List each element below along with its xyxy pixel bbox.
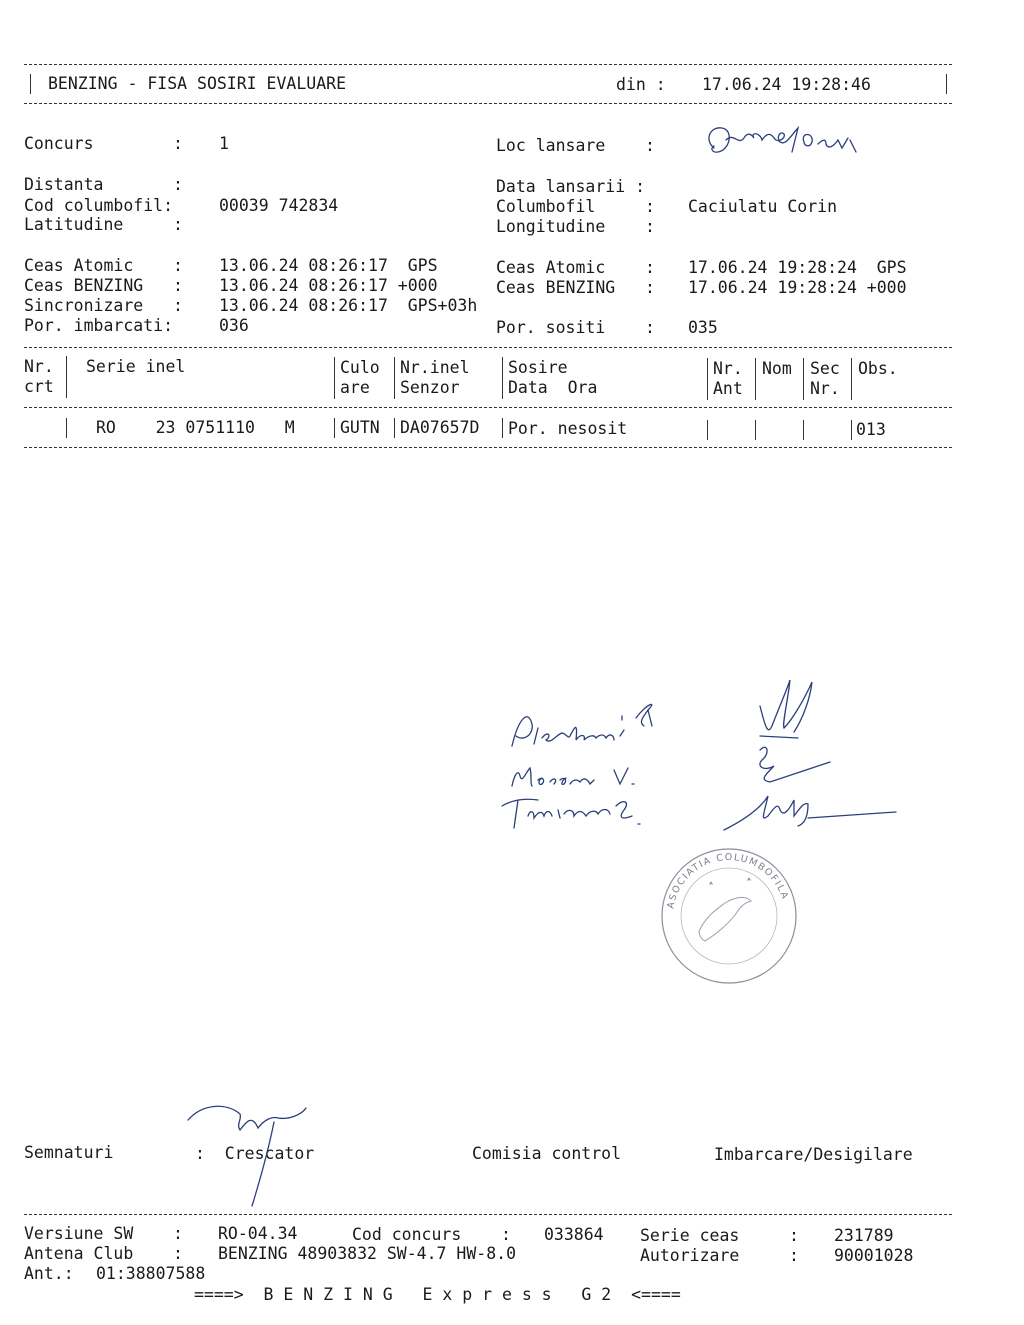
svg-text:ASOCIATIA COLUMBOFILA: ASOCIATIA COLUMBOFILA [665,851,791,910]
latitudine-label: Latitudine : [24,215,183,234]
ant-value: 01:38807588 [96,1264,206,1283]
association-stamp [655,845,803,987]
distanta-label: Distanta : [24,175,183,194]
header-sep [394,357,395,399]
header-top-rule [24,64,952,65]
sincronizare-label: Sincronizare : [24,296,183,315]
col-sosire-header-bottom: Data Ora [508,378,598,397]
concurs-value: 1 [219,134,229,153]
versiune-sw-value: RO-04.34 [218,1224,298,1243]
col-senzor-header-bottom: Senzor [400,378,460,397]
columbofil-value: Caciulatu Corin [688,197,838,216]
row-sep [707,420,708,440]
header-left-bar [30,74,31,94]
table-bottom-rule [24,447,952,448]
cod-columbofil-label: Cod columbofil: [24,196,174,215]
serie-ceas-value: 231789 [834,1226,894,1245]
columbofil-label: Columbofil : [496,197,655,216]
col-nom-header: Nom [762,359,792,378]
col-nr-header-top: Nr. [24,357,54,376]
header-sep [707,358,708,400]
sositi-label: Por. sositi : [496,318,655,337]
col-ant-header-bottom: Ant [713,379,743,398]
table-header-rule [24,407,952,408]
cod-concurs-label: Cod concurs : [352,1225,511,1244]
loc-lansare-label: Loc lansare : [496,136,655,155]
ceas-atomic-start-value: 13.06.24 08:26:17 GPS [219,256,438,275]
row-culoare: GUTN [340,418,380,437]
ant-label: Ant.: [24,1264,74,1283]
col-sosire-header-top: Sosire [508,358,568,377]
benzing-banner: ====> B E N Z I N G E x p r e s s G 2 <==== [194,1285,681,1304]
ceas-benzing-end-value: 17.06.24 19:28:24 +000 [688,278,907,297]
sincronizare-value: 13.06.24 08:26:17 GPS+03h [219,296,478,315]
document-date-label: din : [616,75,666,94]
semnaturi-label: Semnaturi [24,1143,114,1162]
sositi-value: 035 [688,318,718,337]
document-date-value: 17.06.24 19:28:46 [702,75,871,94]
col-serie-header: Serie inel [86,357,186,376]
document-title: BENZING - FISA SOSIRI EVALUARE [48,74,347,93]
header-sep [334,357,335,399]
row-sep [66,418,67,438]
table-top-rule [24,347,952,348]
row-sep [851,420,852,440]
data-lansarii-label: Data lansarii : [496,177,646,196]
col-obs-header: Obs. [858,359,898,378]
header-sep [803,358,804,400]
row-sep [394,418,395,438]
commission-names-handwriting [498,680,918,840]
crescator-label: : Crescator [195,1144,315,1163]
col-sec-header-bottom: Nr. [810,379,840,398]
col-nr-header-bottom: crt [24,377,54,396]
autorizare-label: Autorizare : [640,1246,799,1265]
header-sep [851,358,852,400]
imbarcati-label: Por. imbarcati: [24,316,174,335]
col-senzor-header-top: Nr.inel [400,358,470,377]
col-culoare-header-bottom: are [340,378,370,397]
row-sep [502,418,503,438]
ceas-benzing-start-label: Ceas BENZING : [24,276,183,295]
imbarcare-desigilare-label: Imbarcare/Desigilare [714,1145,913,1164]
crescator-signature [180,1094,320,1210]
concurs-label: Concurs : [24,134,183,153]
header-right-bar [946,74,947,94]
imbarcati-value: 036 [219,316,249,335]
col-ant-header-top: Nr. [713,359,743,378]
cod-concurs-value: 033864 [544,1225,604,1244]
header-bottom-rule [24,103,952,104]
col-sec-header-top: Sec [810,359,840,378]
row-senzor: DA07657D [400,418,480,437]
autorizare-value: 90001028 [834,1246,914,1265]
row-serie-inel: RO 23 0751110 M [96,418,295,437]
loc-lansare-handwriting [700,118,870,166]
row-sep [803,420,804,440]
ceas-atomic-start-label: Ceas Atomic : [24,256,183,275]
row-sosire: Por. nesosit [508,419,628,438]
serie-ceas-label: Serie ceas : [640,1226,799,1245]
col-culoare-header-top: Culo [340,358,380,377]
header-sep [755,358,756,400]
header-sep [66,356,67,398]
footer-top-rule [24,1214,952,1215]
header-sep [502,357,503,399]
ceas-atomic-end-label: Ceas Atomic : [496,258,655,277]
comisia-control-label: Comisia control [472,1144,622,1163]
row-sep [334,418,335,438]
ceas-atomic-end-value: 17.06.24 19:28:24 GPS [688,258,907,277]
row-sep [755,420,756,440]
ceas-benzing-start-value: 13.06.24 08:26:17 +000 [219,276,438,295]
ceas-benzing-end-label: Ceas BENZING : [496,278,655,297]
row-obs: 013 [856,420,886,439]
cod-columbofil-value: 00039 742834 [219,196,339,215]
versiune-sw-label: Versiune SW : [24,1224,183,1243]
longitudine-label: Longitudine : [496,217,655,236]
antena-club-label: Antena Club : [24,1244,183,1263]
antena-club-value: BENZING 48903832 SW-4.7 HW-8.0 [218,1244,517,1263]
